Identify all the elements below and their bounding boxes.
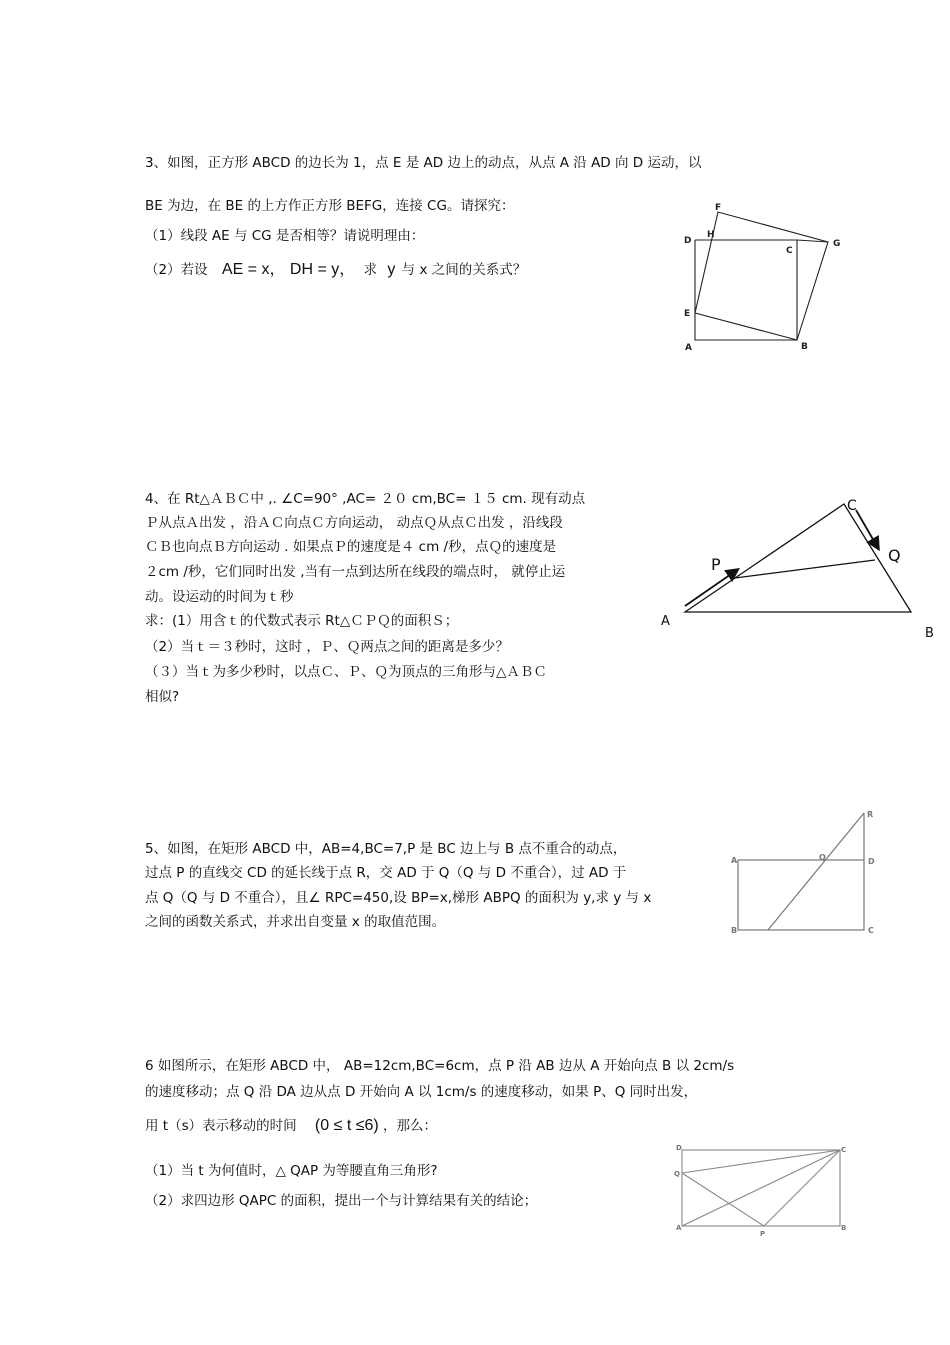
q4-segment-pq (735, 560, 875, 578)
q4-label-A: A (661, 614, 670, 629)
q5-figure (728, 805, 888, 940)
q4-line-2: Ｐ从点Ａ出发 ，沿ＡＣ向点Ｃ方向运动， 动点Ｑ从点Ｃ出发 ，沿线段 (145, 515, 563, 531)
q6-label-B: B (841, 1224, 847, 1232)
q3-figure (680, 200, 840, 360)
q3-label-D: D (684, 236, 692, 246)
q3-square-abcd (695, 240, 797, 340)
q4-label-Q: Q (888, 546, 901, 565)
q6-figure (672, 1142, 852, 1242)
q6-subline-1: （1）当 t 为何值时，△ QAP 为等腰直角三角形? (145, 1163, 438, 1179)
q4-line-5: 动。设运动的时间为ｔ秒 (145, 589, 294, 605)
q6-line-3-prefix: 用 t（s）表示移动的时间 (145, 1118, 297, 1134)
q6-label-D: D (676, 1144, 682, 1152)
q4-line-8: （３）当ｔ为多少秒时，以点Ｃ、Ｐ、Ｑ为顶点的三角形与△ＡＢＣ (145, 664, 547, 680)
q6-segment-qp (682, 1173, 764, 1226)
q6-subline-2: （2）求四边形 QAPC 的面积，提出一个与计算结果有关的结论； (145, 1193, 538, 1209)
q5-line-3: 点 Q（Q 与 D 不重合），且∠ RPC=450,设 BP=x,梯形 ABPQ 的面积为 y,求 y 与 x (145, 890, 652, 906)
q5-line-2: 过点 P 的直线交 CD 的延长线于点 R，交 AD 于 Q（Q 与 D 不重合），过 AD 于 (145, 865, 627, 881)
q6-label-Q: Q (674, 1170, 680, 1178)
q5-line-4: 之间的函数关系式，并求出自变量 x 的取值范围。 (145, 914, 446, 930)
q5-label-B: B (731, 926, 738, 935)
q3-label-F: F (715, 203, 722, 213)
q6-line-2: 的速度移动；点 Q 沿 DA 边从点 D 开始向 A 以 1cm/s 的速度移动，如果 P、Q 同时出发， (145, 1084, 698, 1100)
q5-label-Q: Q (819, 853, 826, 862)
q3-line-4 (145, 261, 526, 279)
q6-line-1: 6 如图所示，在矩形 ABCD 中， AB=12cm,BC=6cm，点 P 沿 AB 边从 A 开始向点 B 以 2cm/s (145, 1058, 735, 1074)
q3-label-G: G (833, 239, 841, 249)
q4-line-1: 4、在 Rt△ＡＢＣ中 ,. ∠C=90° ,AC= ２０ cm,BC= １５ cm. 现有动点 (145, 491, 586, 507)
q3-square-befg (695, 212, 828, 340)
q3-label-E: E (684, 309, 691, 319)
q4-line-4: ２cm /秒，它们同时出发 ,当有一点到达所在线段的端点时， 就停止运 (145, 564, 566, 580)
q3-label-A: A (685, 343, 692, 353)
q6-label-P: P (760, 1230, 766, 1238)
q3-label-C: C (786, 246, 793, 256)
q5-label-A: A (731, 856, 738, 865)
q3-label-H: H (707, 230, 715, 240)
q3-line-4-suffix: 与 x 之间的关系式？ (401, 262, 527, 278)
q3-line-2: BE 为边，在 BE 的上方作正方形 BEFG，连接 CG。请探究： (145, 198, 515, 214)
q4-label-P: P (711, 555, 721, 574)
q6-label-C: C (841, 1146, 847, 1154)
q6-line-3-math: (0 ≤ t ≤6) (314, 1117, 379, 1134)
q4-line-9: 相似? (145, 689, 180, 705)
q3-label-B: B (801, 342, 808, 352)
q3-line-4-math1: AE = x， DH = y， (221, 261, 356, 278)
q5-line-pr (768, 813, 864, 930)
q5-label-R: R (867, 810, 874, 819)
q6-label-A: A (676, 1224, 682, 1232)
q5-label-D: D (868, 857, 875, 866)
q5-rectangle-abcd (738, 860, 864, 930)
q4-label-B: B (925, 626, 934, 641)
q4-arrow-p (685, 570, 737, 606)
q4-figure (655, 490, 940, 650)
q3-line-1: 3、如图，正方形 ABCD 的边长为 1，点 E 是 AD 边上的动点，从点 A 沿 AD 向 D 运动，以 (145, 155, 702, 171)
q5-label-C: C (868, 926, 874, 935)
q3-line-4-math2: y (387, 261, 396, 278)
q3-line-4-prefix: （2）若设 (145, 262, 208, 278)
q6-line-3-suffix: ，那么： (383, 1118, 438, 1134)
q6-segment-pc (764, 1150, 840, 1226)
q4-line-6: 求：(1）用含ｔ的代数式表示 Rt△ＣＰＱ的面积Ｓ； (145, 613, 459, 629)
q3-line-4-mid: 求 (363, 262, 378, 278)
q4-line-7: （2）当ｔ＝３秒时，这时 ，Ｐ、Ｑ两点之间的距离是多少？ (145, 639, 509, 655)
q6-line-3 (145, 1117, 437, 1135)
q4-label-C: C (847, 498, 857, 514)
q5-line-1: 5、如图，在矩形 ABCD 中，AB=4,BC=7,P 是 BC 边上与 B 点不重合的动点， (145, 841, 627, 857)
q3-line-3: （1）线段 AE 与 CG 是否相等？请说明理由： (145, 228, 425, 244)
q4-line-3: ＣＢ也向点Ｂ方向运动 . 如果点Ｐ的速度是４ cm /秒，点Ｑ的速度是 (145, 539, 557, 555)
